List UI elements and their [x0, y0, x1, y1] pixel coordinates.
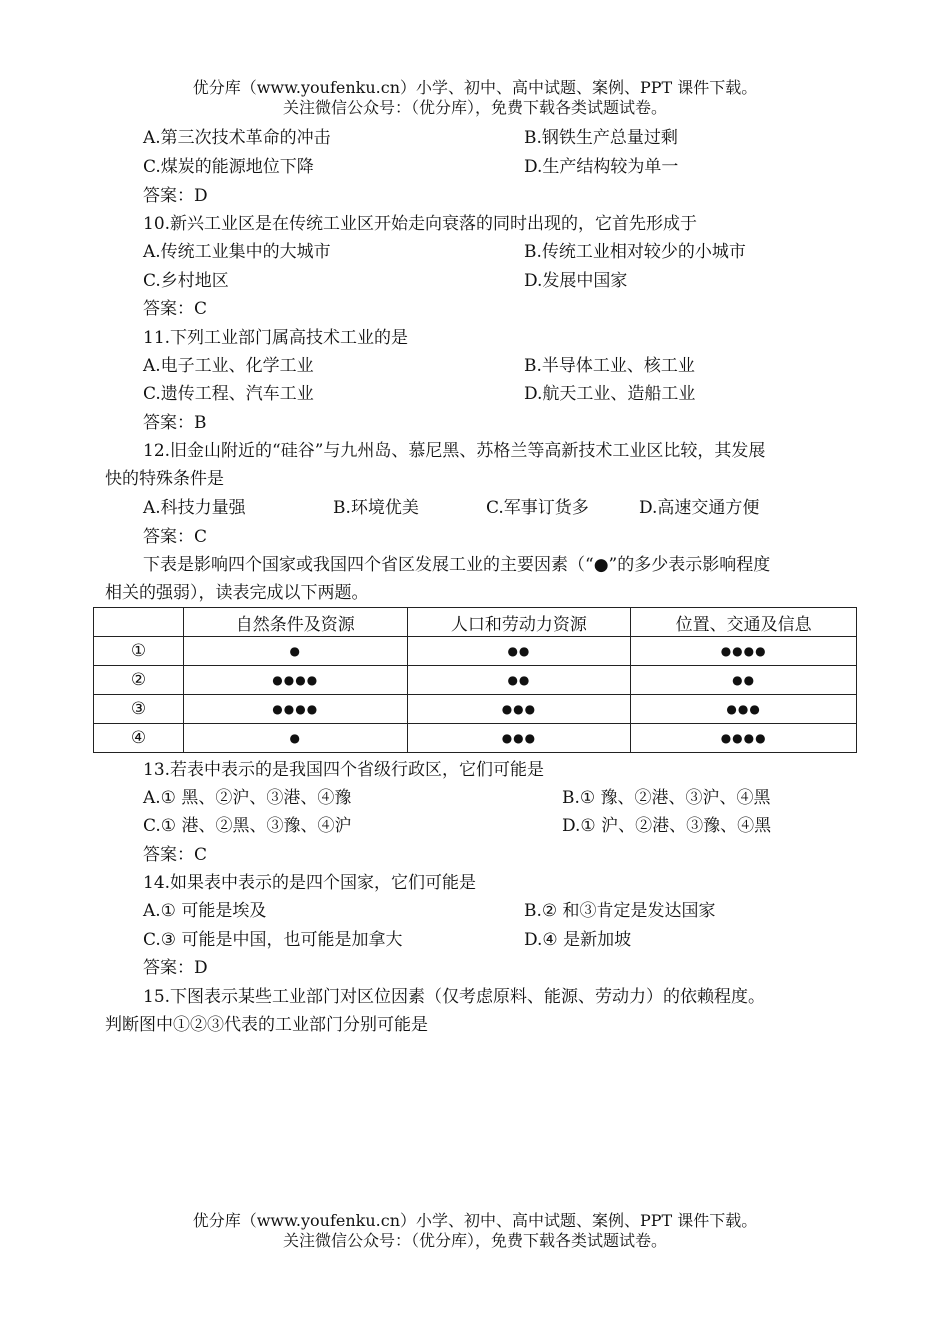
q9-answer: 答案：D — [143, 186, 208, 206]
q12-answer: 答案：C — [143, 527, 208, 547]
page-footer-line2: 关注微信公众号：（优分库），免费下载各类试题试卷。 — [282, 1231, 667, 1250]
q10-answer: 答案：C — [143, 299, 208, 319]
dot-rating: ●● — [407, 666, 631, 695]
q14-option-d: D.④ 是新加坡 — [524, 930, 632, 950]
q12-option-d: D.高速交通方便 — [639, 498, 760, 518]
table-row — [94, 724, 857, 753]
row-label: ① — [94, 637, 184, 666]
q13-answer: 答案：C — [143, 845, 208, 865]
dot-rating: ●●● — [407, 695, 631, 724]
q12-stem-line2: 快的特殊条件是 — [105, 469, 224, 489]
q10-option-b: B.传统工业相对较少的小城市 — [524, 242, 746, 262]
table-header-cell: 位置、交通及信息 — [631, 608, 857, 637]
dot-rating: ●● — [407, 637, 631, 666]
q14-option-b: B.② 和③肯定是发达国家 — [524, 901, 716, 921]
q11-option-c: C.遗传工程、汽车工业 — [143, 384, 314, 404]
dot-rating: ●●●● — [631, 637, 857, 666]
q12-option-b: B.环境优美 — [333, 498, 419, 518]
dot-rating: ●●● — [631, 695, 857, 724]
dot-rating: ● — [183, 724, 407, 753]
page-header-line1: 优分库（www.youfenku.cn）小学、初中、高中试题、案例、PPT 课件下载。 — [192, 78, 758, 97]
q15-stem-line2: 判断图中①②③代表的工业部门分别可能是 — [105, 1015, 428, 1035]
dot-rating: ●●●● — [183, 666, 407, 695]
q12-stem-line1: 12.旧金山附近的“硅谷”与九州岛、慕尼黑、苏格兰等高新技术工业区比较，其发展 — [143, 441, 766, 461]
page-footer-line1: 优分库（www.youfenku.cn）小学、初中、高中试题、案例、PPT 课件下载。 — [192, 1211, 758, 1230]
q13-option-a: A.① 黑、②沪、③港、④豫 — [143, 788, 352, 808]
table-intro-line1: 下表是影响四个国家或我国四个省区发展工业的主要因素（“●”的多少表示影响程度 — [143, 555, 771, 575]
q14-option-a: A.① 可能是埃及 — [143, 901, 267, 921]
q11-stem: 11.下列工业部门属高技术工业的是 — [143, 328, 409, 348]
q9-option-d: D.生产结构较为单一 — [524, 157, 679, 177]
q14-answer: 答案：D — [143, 958, 208, 978]
q9-option-a: A.第三次技术革命的冲击 — [143, 128, 331, 148]
table-header-cell: 人口和劳动力资源 — [407, 608, 631, 637]
q13-option-b: B.① 豫、②港、③沪、④黑 — [562, 788, 771, 808]
q11-option-b: B.半导体工业、核工业 — [524, 356, 695, 376]
q9-option-c: C.煤炭的能源地位下降 — [143, 157, 314, 177]
table-header-row — [94, 608, 857, 637]
q13-option-d: D.① 沪、②港、③豫、④黑 — [562, 816, 772, 836]
table-row — [94, 695, 857, 724]
q10-stem: 10.新兴工业区是在传统工业区开始走向衰落的同时出现的，它首先形成于 — [143, 214, 698, 234]
table-row — [94, 666, 857, 695]
q13-stem: 13.若表中表示的是我国四个省级行政区，它们可能是 — [143, 760, 545, 780]
q13-option-c: C.① 港、②黑、③豫、④沪 — [143, 816, 352, 836]
q12-option-c: C.军事订货多 — [486, 498, 589, 518]
table-header-cell: 自然条件及资源 — [183, 608, 407, 637]
table-intro-line2: 相关的强弱），读表完成以下两题。 — [105, 583, 369, 603]
row-label: ③ — [94, 695, 184, 724]
dot-rating: ●● — [631, 666, 857, 695]
q14-option-c: C.③ 可能是中国，也可能是加拿大 — [143, 930, 403, 950]
factor-table — [93, 607, 857, 753]
q11-option-d: D.航天工业、造船工业 — [524, 384, 696, 404]
q11-answer: 答案：B — [143, 413, 207, 433]
page-header-line2: 关注微信公众号：（优分库），免费下载各类试题试卷。 — [282, 98, 667, 117]
table-header-cell — [94, 608, 184, 637]
dot-rating: ●●●● — [631, 724, 857, 753]
dot-rating: ●●●● — [183, 695, 407, 724]
table-row — [94, 637, 857, 666]
q9-option-b: B.钢铁生产总量过剩 — [524, 128, 678, 148]
q12-option-a: A.科技力量强 — [143, 498, 246, 518]
q10-option-a: A.传统工业集中的大城市 — [143, 242, 331, 262]
row-label: ② — [94, 666, 184, 695]
q14-stem: 14.如果表中表示的是四个国家，它们可能是 — [143, 873, 477, 893]
q10-option-c: C.乡村地区 — [143, 271, 229, 291]
q10-option-d: D.发展中国家 — [524, 271, 628, 291]
dot-rating: ●●● — [407, 724, 631, 753]
row-label: ④ — [94, 724, 184, 753]
q11-option-a: A.电子工业、化学工业 — [143, 356, 314, 376]
q15-stem-line1: 15.下图表示某些工业部门对区位因素（仅考虑原料、能源、劳动力）的依赖程度。 — [143, 987, 766, 1007]
dot-rating: ● — [183, 637, 407, 666]
